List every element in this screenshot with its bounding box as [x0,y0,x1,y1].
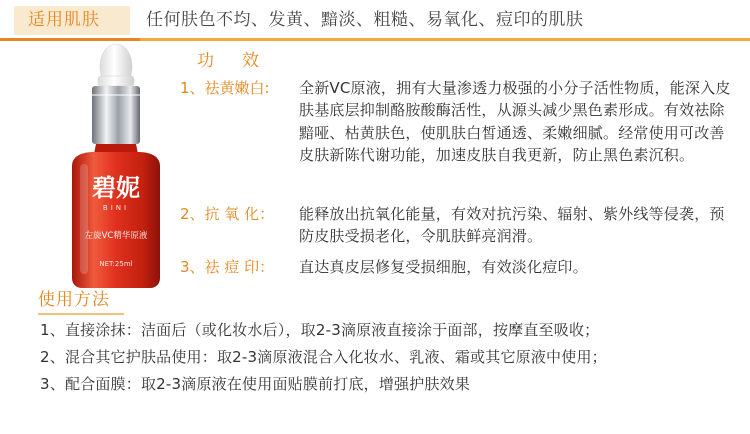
effect-3-text: 直达真皮层修复受损细胞，有效淡化痘印。 [299,258,588,276]
banner-divider-accent [0,38,140,41]
dropper-bulb-base [98,76,134,86]
suitable-skin-label: 适用肌肤 [28,10,100,30]
usage-step-3: 3、配合面膜：取2-3滴原液在使用面贴膜前打底，增强护肤效果 [40,375,471,393]
effect-1-label: 1、祛黄嫩白: [180,79,270,97]
product-name-text: 左旋VC精华原液 [84,231,148,241]
effect-1-text: 全新VC原液，拥有大量渗透力极强的小分子活性物质，能深入皮肤基底层抑制酪胺酸酶活性，从源头减少黑色素形成。有效祛除黯哑、枯黄肤色，使肌肤白皙通透、柔嫩细腻。经常使用可改善皮肤新陈代谢功能，加速皮肤自我更新，防止黑色素沉积。 [299,79,731,164]
product-bottle-image [58,42,174,290]
effect-2-label: 2、抗 氧 化： [180,205,275,223]
product-volume-text: NET:25ml [99,260,133,268]
usage-title: 使用方法 [38,290,110,310]
brand-logo-text: 碧妮 [92,173,140,202]
usage-step-2: 2、混合其它护肤品使用：取2-3滴原液混合入化妆水、乳液、霜或其它原液中使用； [40,348,607,366]
suitable-skin-banner [0,0,750,40]
effect-3-label: 3、祛 痘 印： [180,258,275,276]
dropper-bulb [100,44,132,78]
usage-step-1: 1、直接涂抹：洁面后（或化妆水后），取2-3滴原液直接涂于面部，按摩直至吸收； [40,321,600,339]
usage-title-underline [38,313,124,315]
effect-2-text: 能释放出抗氧化能量，有效对抗污染、辐射、紫外线等侵袭，预防皮肤受损老化，令肌肤鲜亮润滑。 [299,205,725,246]
brand-latin-text: BINI [102,204,130,212]
suitable-skin-description: 任何肤色不均、发黄、黯淡、粗糙、易氧化、痘印的肌肤 [146,10,584,30]
effects-title: 功效 [197,51,287,71]
